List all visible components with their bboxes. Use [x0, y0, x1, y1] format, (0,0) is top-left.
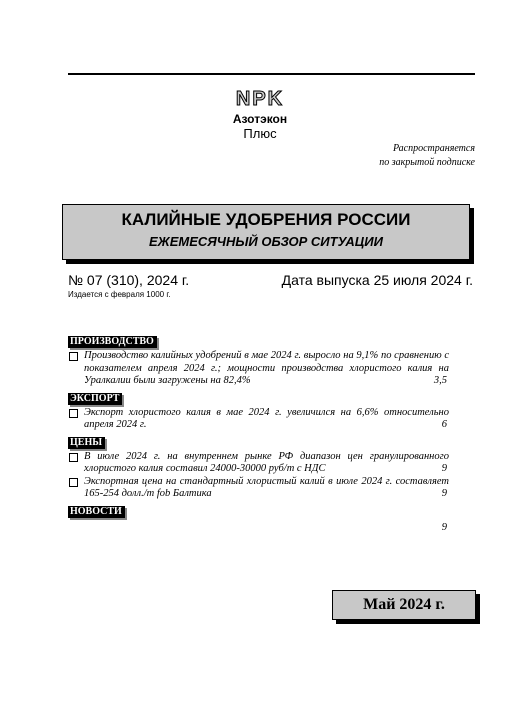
toc-entry-prices-1[interactable]	[68, 451, 475, 476]
toc-entry-news[interactable]	[68, 522, 475, 536]
checkbox-icon	[69, 409, 78, 418]
toc-entry-page: 6	[441, 419, 447, 430]
release-date: Дата выпуска 25 июля 2024 г.	[281, 272, 473, 288]
section-header-prices: ЦЕНЫ	[68, 437, 105, 449]
document-subtitle: ЕЖЕМЕСЯЧНЫЙ ОБЗОР СИТУАЦИИ	[149, 234, 383, 249]
publisher-logo	[230, 88, 290, 148]
section-header-news: НОВОСТИ	[68, 506, 125, 518]
logo-npk-text: NPK	[235, 88, 285, 110]
document-title: КАЛИЙНЫЕ УДОБРЕНИЯ РОССИИ	[121, 210, 411, 229]
toc-entry-page: 9	[441, 463, 447, 474]
toc-entry-export-1[interactable]	[68, 407, 475, 432]
subscription-line-1: Распространяется	[392, 143, 475, 154]
checkbox-icon	[69, 453, 78, 462]
published-since: Издается с февраля 1000 г.	[68, 290, 171, 299]
issue-number: № 07 (310), 2024 г.	[68, 272, 190, 288]
logo-plus-text: Плюс	[243, 126, 277, 141]
toc-entry-page: 9	[441, 488, 447, 499]
toc-entry-text: Экспортная цена на стандартный хлористый калий в июле 2024 г. составляет 165-254 долл./т fob Балтика	[84, 475, 449, 499]
checkbox-icon	[69, 352, 78, 361]
table-of-contents	[68, 331, 475, 536]
toc-entry-page: 3,5	[433, 375, 447, 386]
toc-entry-text: Экспорт хлористого калия в мае 2024 г. увеличился на 6,6% относительно апреля 2024 г.	[84, 406, 449, 430]
section-header-export: ЭКСПОРТ	[68, 393, 122, 405]
toc-entry-prices-2[interactable]	[68, 476, 475, 501]
toc-entry-production-1[interactable]	[68, 350, 475, 388]
checkbox-icon	[69, 478, 78, 487]
toc-entry-text: В июле 2024 г. на внутреннем рынке РФ диапазон цен гранулированного хлористого калия составил 24000-30000 руб/т с НДС	[84, 450, 449, 474]
toc-entry-text: Производство калийных удобрений в мае 2024 г. выросло на 9,1% по сравнению с показателем апреля 2024 г.; мощности производства хлористого калия на Уралкалии были загружены на 82,4%	[84, 350, 449, 386]
toc-entry-page: 9	[441, 521, 447, 533]
subscription-line-2: по закрытой подписке	[379, 157, 475, 168]
subscription-note	[330, 142, 475, 170]
title-box	[62, 204, 470, 260]
top-rule	[68, 73, 475, 75]
section-header-production: ПРОИЗВОДСТВО	[68, 336, 157, 348]
issue-month-box: Май 2024 г.	[332, 590, 476, 620]
logo-azotekon-text: Азотэкон	[232, 112, 288, 126]
